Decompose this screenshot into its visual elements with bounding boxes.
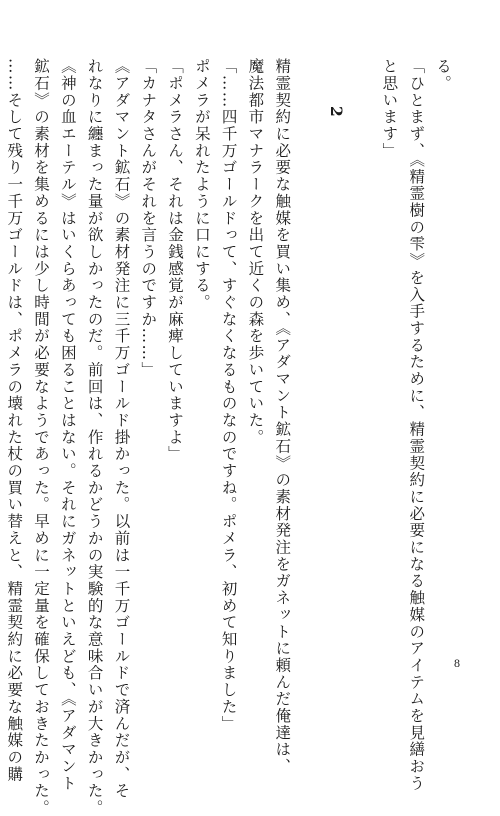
text-column: ポメラが呆れたように口にする。 [192, 58, 211, 311]
text-column: 鉱石》の素材を集めるには少し時間が必要なようであった。早めに一定量を確保しておきたかった。 [32, 58, 51, 816]
text-column: 精霊契約に必要な触媒を買い集め、《アダマント鉱石》の素材発注をガネットに頼んだ俺達は、 [273, 58, 292, 775]
page-number: 8 [454, 656, 460, 670]
text-column: 「ポメラさん、それは金銭感覚が麻痺していますよ」 [166, 58, 185, 463]
text-column: 「カナタさんがそれを言うのですか……」 [139, 58, 158, 379]
section-heading: 2 [326, 106, 346, 119]
text-column: と思います」 [380, 58, 399, 160]
text-column: 魔法都市マナラークを出て近くの森を歩いていた。 [246, 58, 265, 446]
text-column: れなりに纏まった量が欲しかったのだ。前回は、作れるかどうかの実験的な意味合いが大きかった。 [85, 58, 104, 816]
text-column: ……そして残り一千万ゴールドは、ポメラの壊れた杖の買い替えと、精霊契約に必要な触媒の購 [5, 58, 24, 783]
text-column: 《神の血エーテル》はいくらあっても困ることはない。それにガネットといえども、《アダマント [58, 58, 77, 792]
text-column: 「……四千万ゴールドって、すぐなくなるものなのですね。ポメラ、初めて知りました」 [219, 58, 238, 732]
text-column: 《アダマント鉱石》の素材発注に三千万ゴールド掛かった。以前は一千万ゴールドで済んだが、そ [112, 58, 131, 800]
vertical-text-body [5, 58, 456, 816]
text-column: る。 [434, 58, 452, 92]
text-column: 「ひとまず、《精霊樹の雫》を入手するために、精霊契約に必要になる触媒のアイテムを見繕おう [407, 58, 426, 792]
